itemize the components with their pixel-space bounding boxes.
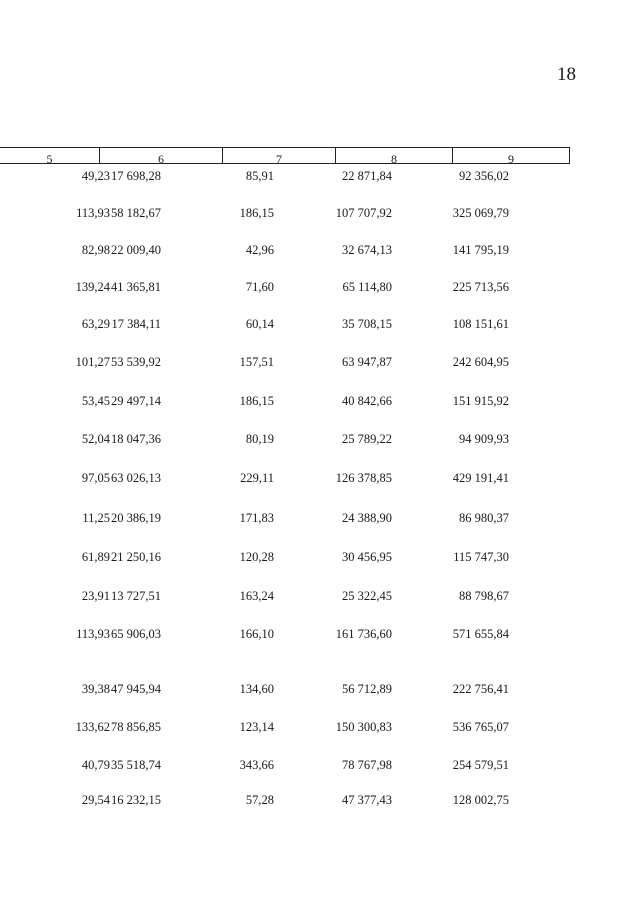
table-cell: 166,10 bbox=[239, 627, 274, 641]
table-cell: 113,93 bbox=[76, 627, 110, 641]
table-cell: 47 377,43 bbox=[342, 793, 392, 807]
table-cell: 161 736,60 bbox=[335, 627, 392, 641]
table-cell: 171,83 bbox=[239, 511, 274, 525]
table-cell: 120,28 bbox=[239, 550, 274, 564]
table-cell: 22 871,84 bbox=[342, 169, 392, 183]
table-cell: 63 947,87 bbox=[342, 355, 392, 369]
table-cell: 53,45 bbox=[81, 394, 110, 408]
table-cell: 22 009,40 bbox=[111, 243, 161, 257]
table-cell: 325 069,79 bbox=[452, 206, 509, 220]
table-cell: 30 456,95 bbox=[342, 550, 392, 564]
table-cell: 107 707,92 bbox=[335, 206, 392, 220]
table-cell: 113,93 bbox=[76, 206, 110, 220]
table-cell: 42,96 bbox=[245, 243, 274, 257]
table-cell: 58 182,67 bbox=[111, 206, 161, 220]
table-cell: 13 727,51 bbox=[111, 589, 161, 603]
table-cell: 47 945,94 bbox=[111, 682, 161, 696]
table-cell: 17 698,28 bbox=[111, 169, 161, 183]
table-cell: 32 674,13 bbox=[342, 243, 392, 257]
table-cell: 56 712,89 bbox=[342, 682, 392, 696]
table-header-col-6: 6 bbox=[100, 148, 223, 163]
table-row bbox=[0, 791, 570, 809]
table-cell: 254 579,51 bbox=[452, 758, 509, 772]
table-cell: 17 384,11 bbox=[111, 317, 161, 331]
table-row bbox=[0, 392, 570, 410]
table-cell: 52,04 bbox=[81, 432, 110, 446]
table-cell: 60,14 bbox=[245, 317, 274, 331]
table-cell: 80,19 bbox=[245, 432, 274, 446]
table-row bbox=[0, 430, 570, 448]
table-cell: 242 604,95 bbox=[452, 355, 509, 369]
table-row bbox=[0, 204, 570, 222]
table-cell: 41 365,81 bbox=[111, 280, 161, 294]
table-cell: 134,60 bbox=[239, 682, 274, 696]
table-cell: 222 756,41 bbox=[452, 682, 509, 696]
table-cell: 86 980,37 bbox=[459, 511, 509, 525]
table-cell: 61,89 bbox=[81, 550, 110, 564]
table-cell: 82,98 bbox=[81, 243, 110, 257]
table-row bbox=[0, 241, 570, 259]
table-header-col-5: 5 bbox=[0, 148, 100, 163]
table-cell: 18 047,36 bbox=[111, 432, 161, 446]
table-cell: 35 708,15 bbox=[342, 317, 392, 331]
table-cell: 123,14 bbox=[239, 720, 274, 734]
table-row bbox=[0, 756, 570, 774]
table-cell: 29 497,14 bbox=[111, 394, 161, 408]
table-cell: 133,62 bbox=[75, 720, 110, 734]
table-cell: 429 191,41 bbox=[452, 471, 509, 485]
table-row bbox=[0, 718, 570, 736]
table-cell: 115 747,30 bbox=[453, 550, 509, 564]
table-cell: 16 232,15 bbox=[111, 793, 161, 807]
table-cell: 11,25 bbox=[82, 511, 110, 525]
table-cell: 40 842,66 bbox=[342, 394, 392, 408]
table-cell: 88 798,67 bbox=[459, 589, 509, 603]
table-cell: 343,66 bbox=[239, 758, 274, 772]
table-row bbox=[0, 548, 570, 566]
table-cell: 39,38 bbox=[81, 682, 110, 696]
table-cell: 150 300,83 bbox=[335, 720, 392, 734]
table-cell: 157,51 bbox=[239, 355, 274, 369]
table-cell: 21 250,16 bbox=[111, 550, 161, 564]
table-cell: 71,60 bbox=[245, 280, 274, 294]
table-row bbox=[0, 353, 570, 371]
table-row bbox=[0, 587, 570, 605]
table-cell: 229,11 bbox=[240, 471, 274, 485]
table-cell: 186,15 bbox=[239, 394, 274, 408]
table-cell: 25 322,45 bbox=[342, 589, 392, 603]
table-row bbox=[0, 278, 570, 296]
table-header-col-9: 9 bbox=[508, 152, 514, 166]
table-header-col-7: 7 bbox=[223, 148, 336, 163]
table-cell: 126 378,85 bbox=[335, 471, 392, 485]
table-cell: 63 026,13 bbox=[111, 471, 161, 485]
table-cell: 85,91 bbox=[245, 169, 274, 183]
table-cell: 101,27 bbox=[75, 355, 110, 369]
table-cell: 139,24 bbox=[75, 280, 110, 294]
table-cell: 186,15 bbox=[239, 206, 274, 220]
table-cell: 92 356,02 bbox=[459, 169, 509, 183]
table-cell: 35 518,74 bbox=[111, 758, 161, 772]
table-cell: 163,24 bbox=[239, 589, 274, 603]
table-cell: 108 151,61 bbox=[452, 317, 509, 331]
table-cell: 151 915,92 bbox=[452, 394, 509, 408]
table-row bbox=[0, 680, 570, 698]
table-cell: 94 909,93 bbox=[459, 432, 509, 446]
page-number: 18 bbox=[557, 64, 576, 85]
table-row bbox=[0, 315, 570, 333]
table-cell: 63,29 bbox=[81, 317, 110, 331]
table-cell: 40,79 bbox=[81, 758, 110, 772]
table-cell: 536 765,07 bbox=[452, 720, 509, 734]
table-row bbox=[0, 509, 570, 527]
table-cell: 78 767,98 bbox=[342, 758, 392, 772]
table-cell: 225 713,56 bbox=[452, 280, 509, 294]
table-cell: 20 386,19 bbox=[111, 511, 161, 525]
table-cell: 57,28 bbox=[245, 793, 274, 807]
table-cell: 128 002,75 bbox=[452, 793, 509, 807]
table-cell: 78 856,85 bbox=[111, 720, 161, 734]
table-cell: 571 655,84 bbox=[452, 627, 509, 641]
table-cell: 23,91 bbox=[81, 589, 110, 603]
table-row bbox=[0, 625, 570, 643]
table-cell: 49,23 bbox=[81, 169, 110, 183]
table-header-row bbox=[0, 147, 570, 164]
table-cell: 53 539,92 bbox=[111, 355, 161, 369]
table-row bbox=[0, 167, 570, 185]
table-cell: 24 388,90 bbox=[342, 511, 392, 525]
table-cell: 65 114,80 bbox=[342, 280, 392, 294]
table-header-col-8: 8 bbox=[336, 148, 453, 163]
table-cell: 141 795,19 bbox=[452, 243, 509, 257]
table-cell: 97,05 bbox=[81, 471, 110, 485]
table-row bbox=[0, 469, 570, 487]
table-cell: 29,54 bbox=[81, 793, 110, 807]
table-cell: 65 906,03 bbox=[111, 627, 161, 641]
table-cell: 25 789,22 bbox=[342, 432, 392, 446]
